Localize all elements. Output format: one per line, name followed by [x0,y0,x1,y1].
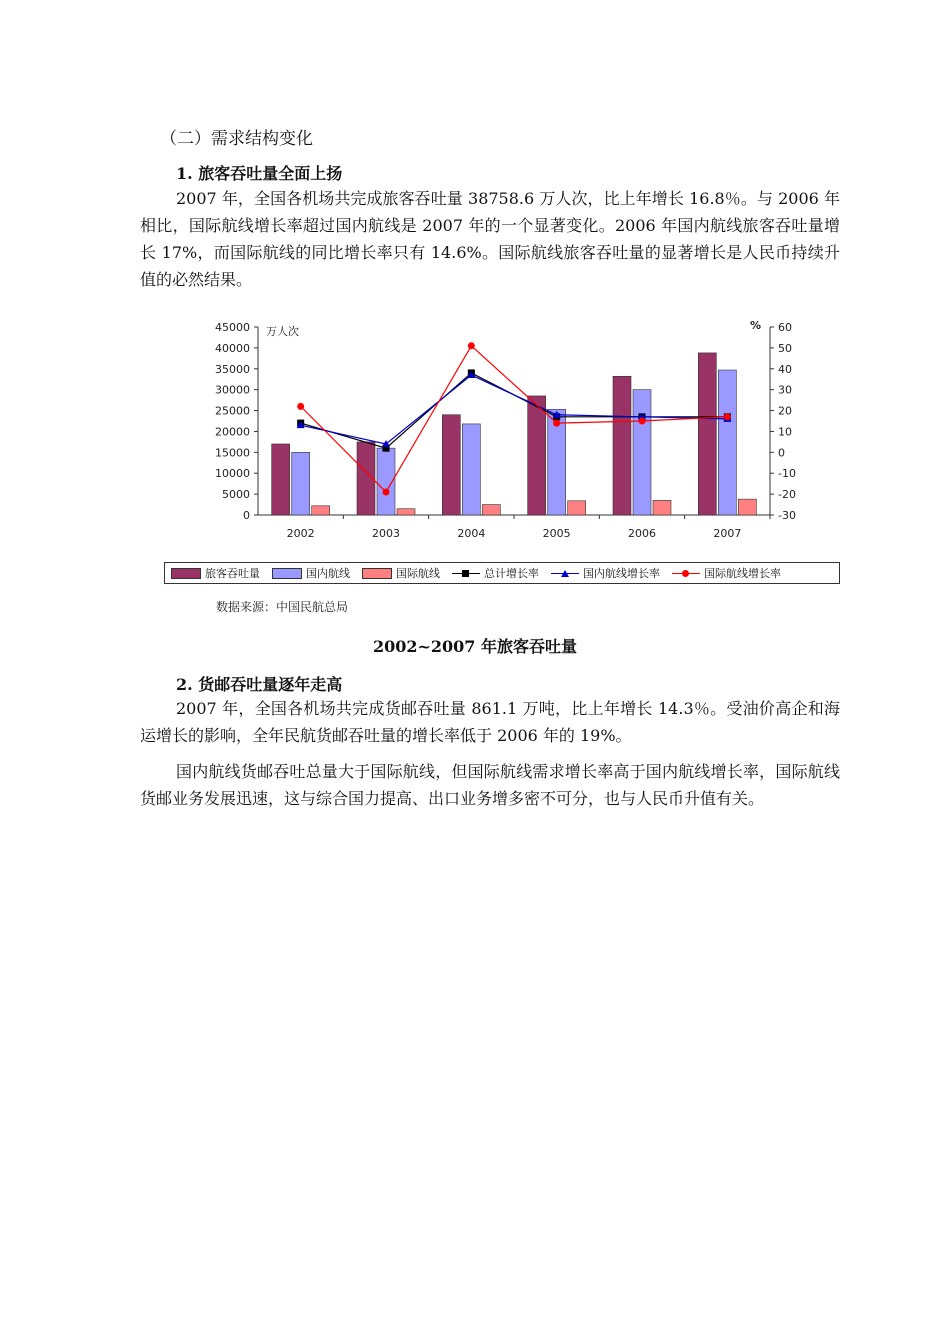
point-intl-rate-2002 [297,403,304,410]
right-tick-label: 50 [778,341,792,355]
right-tick-label: -20 [778,488,796,502]
left-tick-label: 45000 [215,321,250,334]
line-intl-rate [301,346,728,492]
x-tick-label: 2004 [457,527,486,540]
right-tick-label: 0 [778,446,785,460]
chart-legend [164,562,840,584]
right-tick-label: 40 [778,362,792,376]
line-domestic-rate [301,375,728,444]
point-intl-rate-2007 [724,413,731,420]
left-tick-label: 40000 [215,341,250,355]
legend-item-domestic-rate: 国内航线增长率 [551,565,660,581]
legend-item-total-bar: 旅客吞吐量 [171,565,260,581]
right-tick-label: -10 [778,467,796,481]
bar-domestic-2006 [633,390,651,515]
bar-domestic-2004 [462,424,480,515]
passenger-throughput-chart [160,312,845,592]
left-tick-label: 5000 [222,488,250,502]
bar-domestic-2007 [718,370,736,515]
bar-intl-2007 [738,499,756,515]
legend-item-intl-rate: 国际航线增长率 [672,565,781,581]
point-intl-rate-2004 [468,342,475,349]
left-tick-label: 30000 [215,383,250,397]
paragraph-passenger: 2007 年，全国各机场共完成旅客吞吐量 38758.6 万人次，比上年增长 16.8％。与 2006 年相比，国际航线增长率超过国内航线是 2007 年的一个显著变化。2006 年国内航线旅客吞吐量增长 17%，而国际航线的同比增长率只有 14.6%。国际航线旅客吞吐量的显著增长是人民币持续升值的必然结果。 [140,189,840,289]
point-intl-rate-2005 [553,420,560,427]
section-title: （二）需求结构变化 [160,129,313,149]
point-intl-rate-2006 [639,418,646,425]
x-tick-label: 2006 [628,527,656,540]
right-tick-label: 30 [778,383,792,397]
bar-total-2005 [528,396,546,515]
bar-intl-2003 [397,509,415,515]
bar-total-2002 [272,444,290,515]
source-note: 数据来源：中国民航总局 [216,600,349,614]
heading-cargo-throughput: 2. 货邮吞吐量逐年走高 [176,675,343,694]
point-intl-rate-2003 [383,489,390,496]
legend-item-intl-bar: 国际航线 [362,565,440,581]
bar-intl-2002 [312,506,330,515]
right-tick-label: 60 [778,321,792,334]
bar-intl-2005 [568,501,586,515]
legend-item-total-rate: 总计增长率 [452,565,539,581]
left-tick-label: 20000 [215,425,250,439]
left-tick-label: 10000 [215,467,250,481]
legend-item-domestic-bar: 国内航线 [272,565,350,581]
x-tick-label: 2007 [713,527,742,540]
x-tick-label: 2002 [286,527,315,540]
left-tick-label: 35000 [215,362,250,376]
left-axis-unit: 万人次 [266,325,299,338]
bar-total-2006 [613,376,631,515]
bar-total-2004 [442,415,460,515]
left-tick-label: 0 [243,509,250,522]
right-tick-label: -30 [778,509,796,522]
bar-total-2007 [698,353,716,515]
x-tick-label: 2003 [372,527,400,540]
right-tick-label: 10 [778,425,792,439]
right-axis-unit: % [750,319,762,332]
bar-intl-2006 [653,500,671,515]
bar-intl-2004 [482,505,500,515]
left-tick-label: 15000 [215,446,250,460]
x-tick-label: 2005 [542,527,571,540]
chart-caption: 2002~2007 年旅客吞吐量 [372,637,578,656]
left-tick-label: 25000 [215,404,250,418]
paragraph-domestic-vs-intl: 国内航线货邮吞吐总量大于国际航线，但国际航线需求增长率高于国内航线增长率，国际航线货邮业务发展迅速，这与综合国力提高、出口业务增多密不可分，也与人民币升值有关。 [140,762,840,808]
bar-domestic-2002 [292,452,310,515]
paragraph-cargo: 2007 年，全国各机场共完成货邮吞吐量 861.1 万吨，比上年增长 14.3％。受油价高企和海运增长的影响，全年民航货邮吞吐量的增长率低于 2006 年的 19%。 [140,699,840,745]
heading-passenger-throughput: 1. 旅客吞吐量全面上扬 [176,164,343,183]
right-tick-label: 20 [778,404,792,418]
